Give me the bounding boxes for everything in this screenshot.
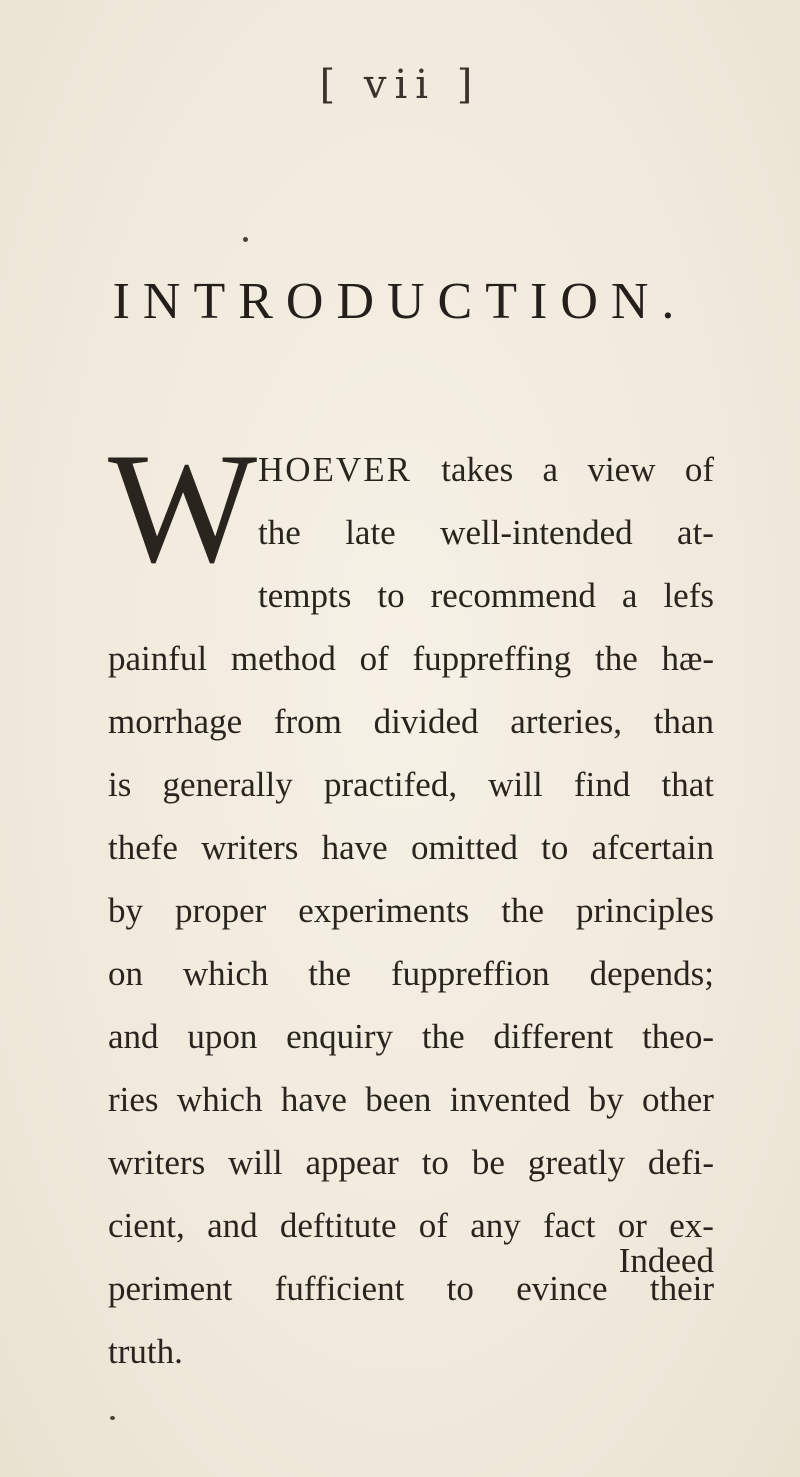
word: by <box>108 891 143 930</box>
word: invented <box>449 1080 571 1119</box>
catchword: Indeed <box>618 1241 714 1280</box>
word: the <box>421 1017 465 1056</box>
word: on <box>108 954 143 993</box>
text-line <box>108 564 714 627</box>
word: theo- <box>642 1017 714 1056</box>
word: defi- <box>647 1143 714 1182</box>
text-line <box>108 1131 714 1194</box>
word: the <box>501 891 544 930</box>
text-line <box>108 879 714 942</box>
word: at- <box>677 513 714 552</box>
word: recommend <box>430 576 596 615</box>
word: have <box>280 1080 347 1119</box>
text-line <box>108 753 714 816</box>
word: other <box>642 1080 714 1119</box>
word: have <box>321 828 388 867</box>
word: truth. <box>108 1332 183 1371</box>
word: from <box>273 702 342 741</box>
word: takes <box>441 450 514 489</box>
text-line <box>108 942 714 1005</box>
text-line <box>108 1068 714 1131</box>
word: fact <box>543 1206 596 1245</box>
word: greatly <box>527 1143 625 1182</box>
word: different <box>493 1017 614 1056</box>
word: the <box>258 513 301 552</box>
word: writers <box>108 1143 206 1182</box>
page-title: INTRODUCTION. <box>112 273 688 330</box>
word: view <box>587 450 656 489</box>
word: enquiry <box>286 1017 394 1056</box>
word: be <box>471 1143 505 1182</box>
word: any <box>470 1206 521 1245</box>
word: of <box>359 639 389 678</box>
word: to <box>446 1269 474 1308</box>
word: deftitute <box>279 1206 397 1245</box>
word: to <box>421 1143 449 1182</box>
word: thefe <box>108 828 178 867</box>
word: experiments <box>298 891 470 930</box>
word: fuppreffion <box>390 954 550 993</box>
text-line <box>108 1005 714 1068</box>
word: periment <box>108 1269 233 1308</box>
word: proper <box>174 891 267 930</box>
word: which <box>182 954 269 993</box>
word: to <box>377 576 405 615</box>
word: well-intended <box>440 513 633 552</box>
word: afcertain <box>591 828 714 867</box>
word: evince <box>516 1269 608 1308</box>
word: and <box>207 1206 258 1245</box>
word: of <box>418 1206 448 1245</box>
word: a <box>542 450 559 489</box>
word: their <box>649 1269 714 1308</box>
word: of <box>684 450 714 489</box>
word: ex- <box>669 1206 714 1245</box>
ink-speck <box>110 1416 115 1420</box>
word: is <box>108 765 132 804</box>
word: a <box>621 576 638 615</box>
text-line <box>108 627 714 690</box>
word: that <box>661 765 714 804</box>
word: generally <box>162 765 293 804</box>
word: fuppreffing <box>412 639 572 678</box>
word: appear <box>305 1143 399 1182</box>
word: late <box>345 513 396 552</box>
text-line <box>108 690 714 753</box>
word: fufficient <box>274 1269 405 1308</box>
word: will <box>488 765 543 804</box>
word: will <box>228 1143 283 1182</box>
word: to <box>541 828 569 867</box>
word: find <box>573 765 631 804</box>
word: hæ- <box>661 639 714 678</box>
word: cient, <box>108 1206 185 1245</box>
word: tempts <box>258 576 352 615</box>
page-number: [ vii ] <box>319 62 481 108</box>
word: practifed, <box>323 765 458 804</box>
word: by <box>588 1080 624 1119</box>
text-line <box>108 816 714 879</box>
drop-cap: W <box>108 421 258 596</box>
word: writers <box>201 828 299 867</box>
ink-speck <box>243 237 248 242</box>
word: the <box>308 954 352 993</box>
word: depends; <box>589 954 714 993</box>
word: morrhage <box>108 702 243 741</box>
word: and <box>108 1017 159 1056</box>
word: than <box>653 702 714 741</box>
word: lefs <box>663 576 714 615</box>
word: HOEVER <box>258 450 412 489</box>
word: painful <box>108 639 208 678</box>
word: omitted <box>410 828 518 867</box>
word: method <box>230 639 336 678</box>
word: arteries, <box>510 702 622 741</box>
text-line <box>108 438 714 501</box>
word: been <box>365 1080 432 1119</box>
text-line <box>108 501 714 564</box>
word: divided <box>373 702 479 741</box>
word: principles <box>575 891 714 930</box>
word: upon <box>187 1017 258 1056</box>
word: which <box>176 1080 263 1119</box>
word: or <box>617 1206 647 1245</box>
word: the <box>594 639 638 678</box>
text-line <box>108 1320 714 1383</box>
word: ries <box>108 1080 159 1119</box>
